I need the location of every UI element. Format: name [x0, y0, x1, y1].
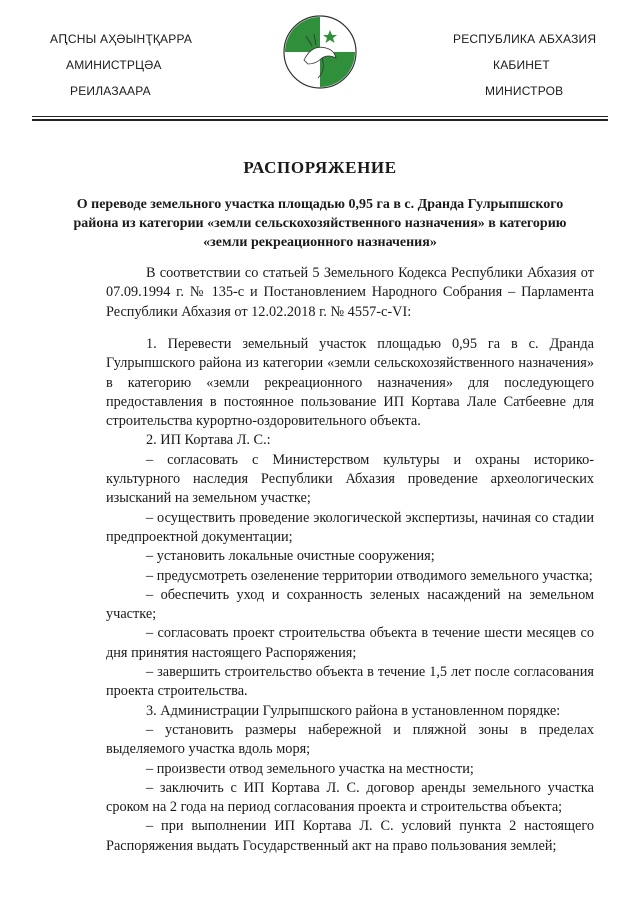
header-right-line-2: КАБИНЕТ: [493, 58, 550, 72]
item-3-sub-4: – при выполнении ИП Кортава Л. С. условий пункта 2 настоящего Распоряжения выдать Государственный акт на право пользования землей;: [106, 818, 594, 854]
header-left-line-2: АМИНИСТРЦӘА: [66, 58, 162, 72]
document-subject: О переводе земельного участка площадью 0,95 га в с. Дранда Гулрыпшского района из категории «земли сельскохозяйственного назначения» в категорию «земли рекреационного назначения»: [73, 197, 567, 250]
item-2-sub-5: – обеспечить уход и сохранность зеленых насаждений на земельном участке;: [106, 586, 594, 623]
header-right-line-1: РЕСПУБЛИКА АБХАЗИЯ: [453, 32, 597, 46]
document-preamble-block: [106, 264, 594, 322]
header-right-line-3: МИНИСТРОВ: [485, 84, 564, 98]
header-left-line-3: РЕИЛАЗААРА: [70, 84, 151, 98]
item-2-sub-3: – установить локальные очистные сооружения;: [146, 548, 435, 565]
item-3-sub-3: – заключить с ИП Кортава Л. С. договор аренды земельного участка сроком на 2 года на период согласования проекта и строительства объекта;: [106, 779, 594, 816]
header-left-line-1: АԤСНЫ АҲӘЫНҬҚАРРА: [50, 32, 193, 46]
item-1: 1. Перевести земельный участок площадью 0,95 га в с. Дранда Гулрыпшского района из категории «земли сельскохозяйственного назначения» в категорию «земли рекреационного назначения» для последующего предоставления в постоянное пользование ИП Кортава Лале Сатбеевне для строительства курортно-оздоровительного объекта.: [106, 336, 594, 430]
item-2-sub-1: – согласовать с Министерством культуры и охраны историко-культурного наследия Республики Абхазия проведение археологических изысканий на земельном участке;: [106, 451, 594, 507]
item-2-sub-4: – предусмотреть озеленение территории отводимого земельного участка;: [146, 567, 593, 584]
item-3-sub-1: – установить размеры набережной и пляжной зоны в пределах выделяемого участка вдоль моря;: [106, 721, 594, 758]
item-3: 3. Администрации Гулрыпшского района в установленном порядке:: [146, 702, 561, 719]
item-2-sub-2: – осуществить проведение экологической экспертизы, начиная со стадии предпроектной документации;: [106, 509, 594, 545]
document-items: [106, 335, 594, 856]
header-rule-bottom: [32, 119, 608, 121]
item-2-sub-6: – согласовать проект строительства объекта в течение шести месяцев со дня принятия настоящего Распоряжения;: [106, 625, 594, 661]
document-preamble: В соответствии со статьей 5 Земельного Кодекса Республики Абхазия от 07.09.1994 г. № 135-с и Постановлением Народного Собрания – Парламента Республики Абхазия от 12.02.2018 г. № 4557-с-VI:: [106, 265, 594, 320]
item-3-sub-2: – произвести отвод земельного участка на местности;: [146, 760, 474, 777]
coat-of-arms-emblem: [282, 14, 358, 90]
item-2: 2. ИП Кортава Л. С.:: [146, 432, 271, 449]
header-rule-top: [32, 116, 608, 117]
document-title: РАСПОРЯЖЕНИЕ: [243, 158, 397, 177]
item-2-sub-7: – завершить строительство объекта в течение 1,5 лет после согласования проекта строительства.: [106, 664, 594, 700]
